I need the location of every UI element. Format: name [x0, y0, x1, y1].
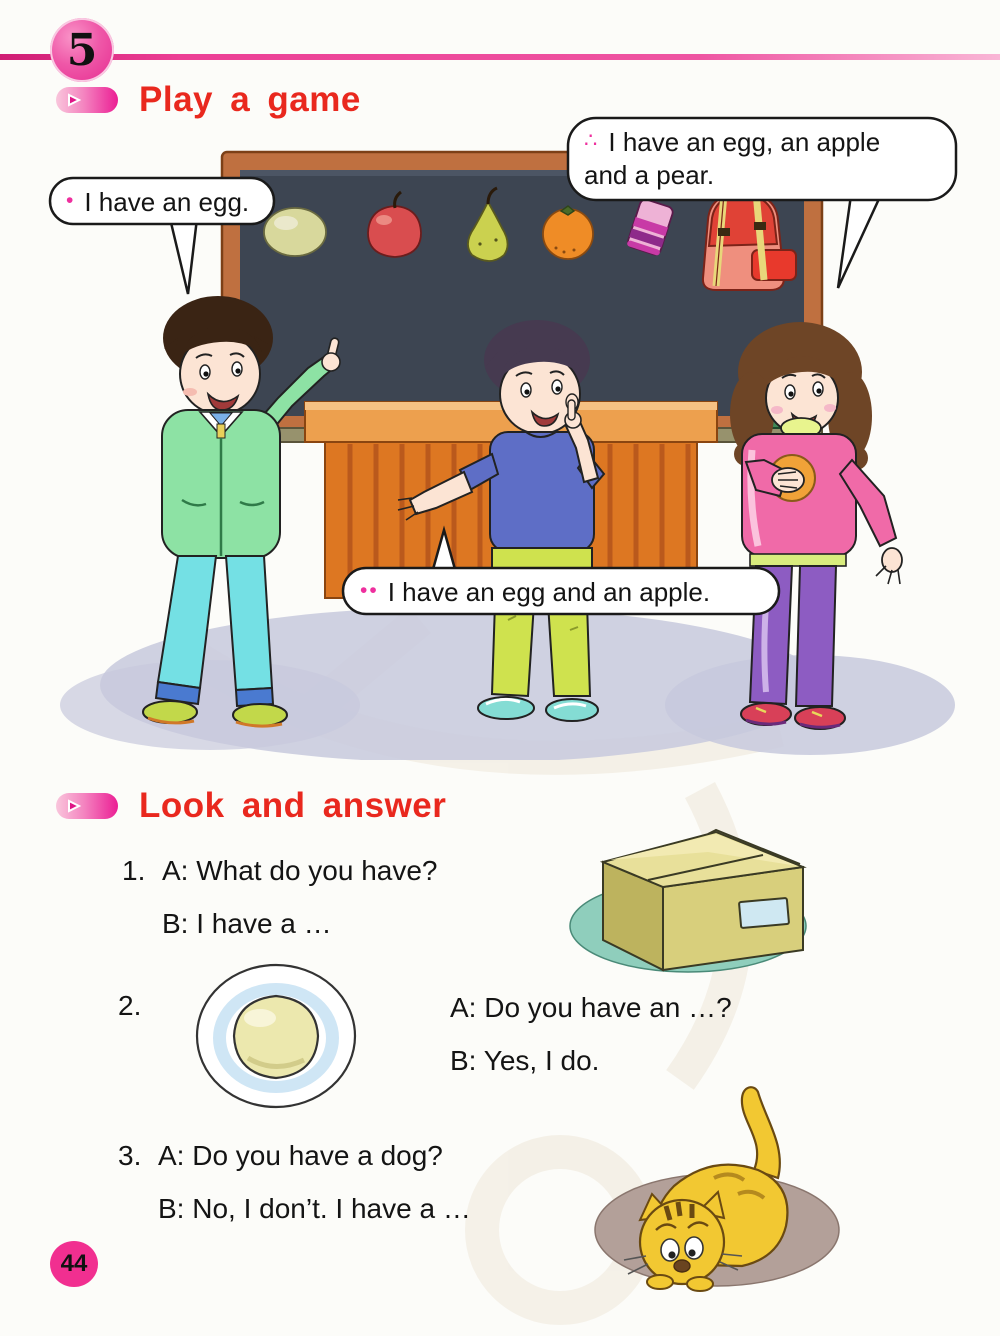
- exercise-3: [118, 1140, 471, 1225]
- exercise-1-line-b: [122, 908, 438, 940]
- exercise-1: [122, 855, 438, 940]
- exercise-2-line-a: [450, 992, 732, 1024]
- exercise-number: 2.: [118, 990, 142, 1021]
- exercise-1-line-a: [122, 855, 438, 887]
- speech-text-middle: I have an egg and an apple.: [387, 577, 711, 607]
- page-number-badge: [50, 1241, 98, 1287]
- box-illustration: [548, 792, 816, 974]
- egg-icon: [264, 208, 326, 256]
- exercise-3-line-b: [118, 1193, 471, 1225]
- header-rule: [0, 54, 1000, 60]
- exercise-3-line-a: [118, 1140, 471, 1172]
- unit-number: 5: [66, 24, 98, 76]
- indent-spacer: [122, 908, 162, 940]
- exercise-text: B: No, I don’t. I have a …: [158, 1193, 471, 1224]
- indent-spacer: [118, 1193, 158, 1225]
- cat-illustration: [582, 1078, 850, 1294]
- exercise-text: A: Do you have a dog?: [158, 1140, 443, 1171]
- egg-plate-illustration: [192, 962, 360, 1114]
- section-title-look: Look and answer: [139, 786, 447, 825]
- section-header-look: [55, 786, 446, 826]
- speech-text-left: I have an egg.: [84, 187, 250, 217]
- speaker-dot-icon: •: [66, 189, 76, 212]
- speech-text-right: I have an egg, an apple and a pear.: [584, 127, 881, 190]
- speech-bubble-left: [66, 186, 249, 219]
- exercise-text: A: What do you have?: [162, 855, 438, 886]
- speaker-dots-icon: ••: [360, 579, 379, 602]
- classroom-illustration: [40, 110, 960, 760]
- exercise-text: A: Do you have an …?: [450, 992, 732, 1023]
- speech-bubble-middle: [360, 576, 710, 609]
- exercise-2-line-b: [450, 1045, 732, 1077]
- exercise-number: 3.: [118, 1140, 142, 1171]
- exercise-text: B: Yes, I do.: [450, 1045, 600, 1076]
- exercise-text: B: I have a …: [162, 908, 332, 939]
- speaker-dots-icon: ∴: [584, 129, 600, 152]
- exercise-2: [450, 992, 732, 1077]
- speech-bubble-right: [584, 126, 914, 191]
- page-number: 44: [60, 1250, 88, 1277]
- exercise-number: 1.: [122, 855, 146, 886]
- exercise-2-number: [118, 990, 141, 1022]
- unit-number-badge: [50, 18, 114, 82]
- play-arrow-icon: [55, 791, 119, 821]
- section-title-play: Play a game: [139, 80, 361, 119]
